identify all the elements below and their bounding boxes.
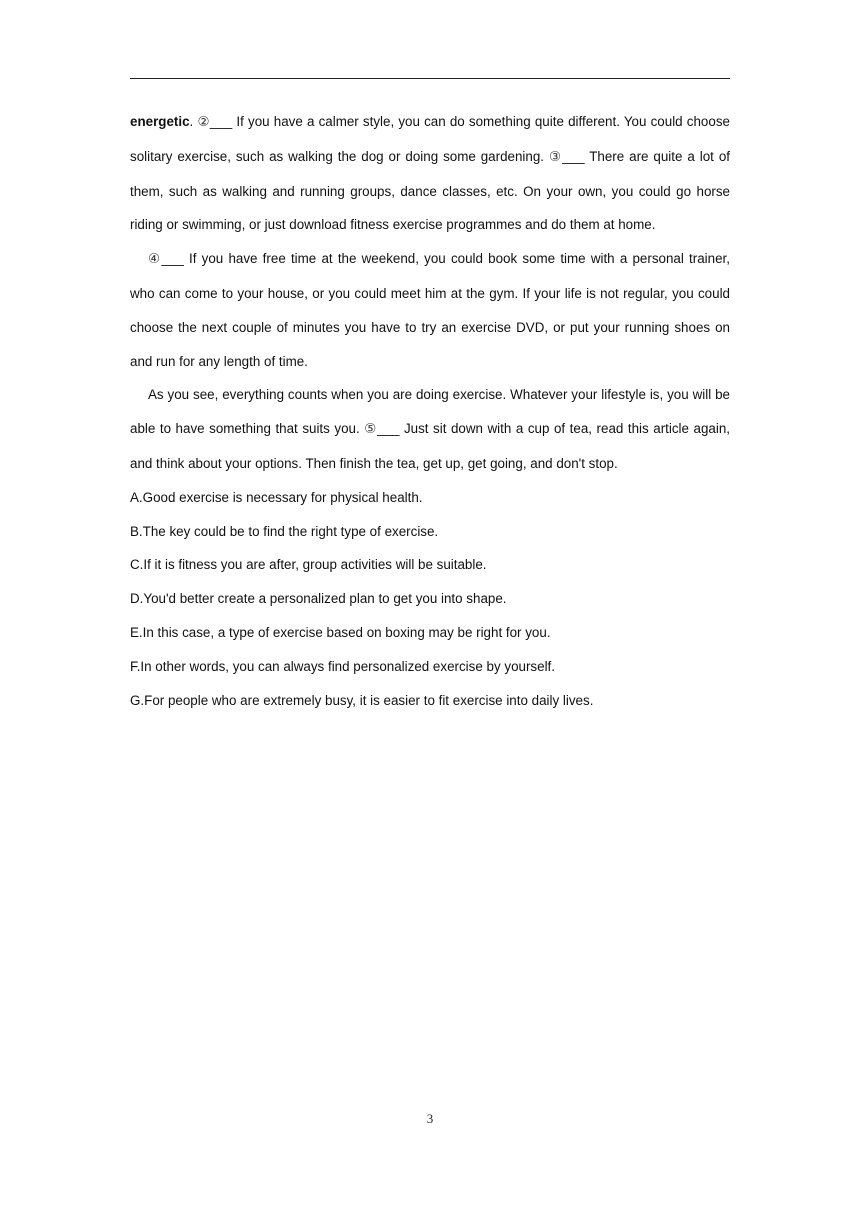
passage-paragraph-3 (130, 378, 730, 480)
option-c: C.If it is fitness you are after, group activities will be suitable. (130, 557, 487, 573)
paragraph-text: If you have a calmer style, you can do something quite different. You could choose solitary exercise, such as walking the dog or doing some gardening. (130, 114, 730, 164)
paragraph-text: If you have free time at the weekend, you could book some time with a personal trainer, who can come to your house, or you could meet him at the gym. If your life is not regular, you could choose the next couple of minutes you have to try an exercise DVD, or put your running shoes on and run for any length of time. (130, 251, 730, 369)
option-d: D.You'd better create a personalized plan to get you into shape. (130, 591, 507, 607)
paragraph-text: As you see, everything counts when you are doing exercise. Whatever your lifestyle is, you will be able to have something that suits you. (130, 387, 730, 437)
blank-line-2: ___ (209, 114, 233, 129)
paragraph-text: . (189, 114, 198, 129)
passage-paragraph-1 (130, 105, 730, 242)
blank-line-4: ___ (161, 251, 184, 267)
option-e: E.In this case, a type of exercise based on boxing may be right for you. (130, 624, 551, 640)
option-f: F.In other words, you can always find personalized exercise by yourself. (130, 658, 555, 674)
bold-word: energetic (130, 114, 190, 129)
blank-line-5: ___ (377, 421, 400, 437)
header-rule (130, 78, 730, 79)
option-a: A.Good exercise is necessary for physical health. (130, 489, 423, 505)
paragraph-text: There are quite a lot of them, such as walking and running groups, dance classes, etc. On your own, you could go horse riding or swimming, or just download fitness exercise programmes and do them at home. (130, 148, 730, 233)
option-g: G.For people who are extremely busy, it is easier to fit exercise into daily lives. (130, 692, 594, 708)
blank-marker-2: ② (197, 115, 210, 130)
page-number: 3 (426, 1111, 434, 1126)
blank-marker-5: ⑤ (364, 422, 378, 438)
blank-marker-3: ③ (548, 149, 563, 165)
paragraph-text: Just sit down with a cup of tea, read this article again, and think about your options. Then finish the tea, get up, get going, and don't stop. (130, 421, 730, 471)
page-content (130, 105, 730, 717)
blank-marker-4: ④ (148, 252, 162, 268)
blank-line-3: ___ (562, 148, 585, 164)
passage-paragraph-2 (130, 242, 730, 378)
option-b: B.The key could be to find the right type of exercise. (130, 523, 439, 539)
